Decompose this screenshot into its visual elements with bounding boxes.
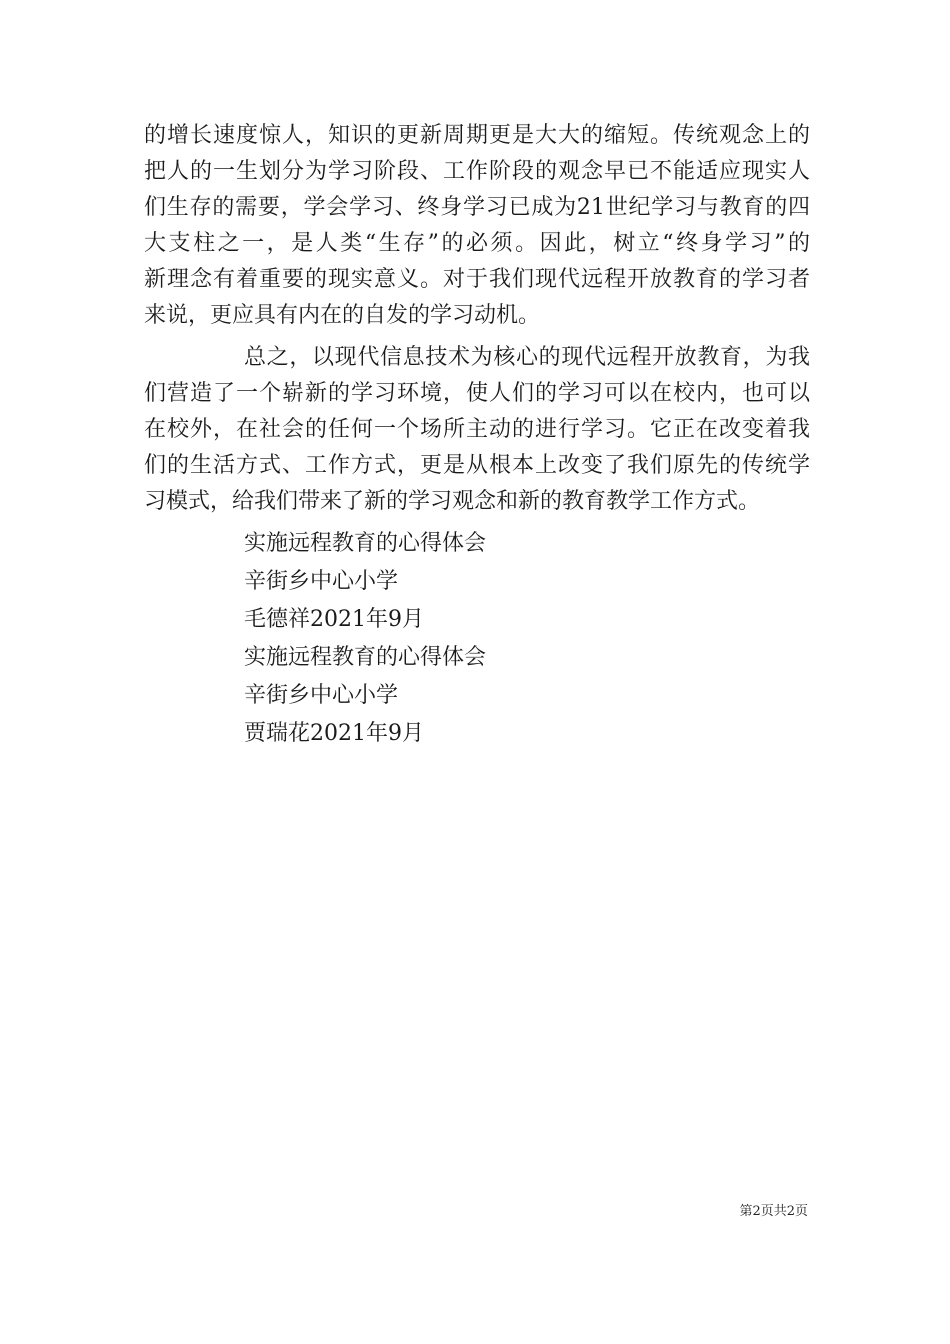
text-line: 们营造了一个崭新的学习环境，使人们的学习可以在校内，也可以 [144,381,810,406]
signature-school: 辛街乡中心小学 [244,683,399,708]
text-line: 来说，更应具有内在的自发的学习动机。 [144,303,541,328]
signature-author-date: 贾瑞花2021年9月 [244,721,424,746]
text-line: 把人的一生划分为学习阶段、工作阶段的观念早已不能适应现实人 [144,159,810,184]
text-line: 们的生活方式、工作方式，更是从根本上改变了我们原先的传统学 [144,453,810,478]
signature-school: 辛街乡中心小学 [244,569,399,594]
document-body [144,118,810,754]
text-line: 新理念有着重要的现实意义。对于我们现代远程开放教育的学习者 [144,267,810,292]
text-line: 在校外，在社会的任何一个场所主动的进行学习。它正在改变着我 [144,417,810,442]
text-line: 总之，以现代信息技术为核心的现代远程开放教育，为我 [244,345,810,370]
signature-title: 实施远程教育的心得体会 [244,645,487,670]
signature-block [144,526,810,752]
paragraph-2 [144,340,810,520]
signature-author-date: 毛德祥2021年9月 [244,607,424,632]
text-line: 们生存的需要，学会学习、终身学习已成为21世纪学习与教育的四 [144,195,810,220]
text-line: 习模式，给我们带来了新的学习观念和新的教育教学工作方式。 [144,489,761,514]
text-line: 的增长速度惊人，知识的更新周期更是大大的缩短。传统观念上的 [144,123,810,148]
signature-title: 实施远程教育的心得体会 [244,531,487,556]
paragraph-1 [144,118,810,334]
text-line: 大支柱之一，是人类“生存”的必须。因此，树立“终身学习”的 [144,231,810,256]
page-number: 第2页共2页 [739,1204,808,1219]
